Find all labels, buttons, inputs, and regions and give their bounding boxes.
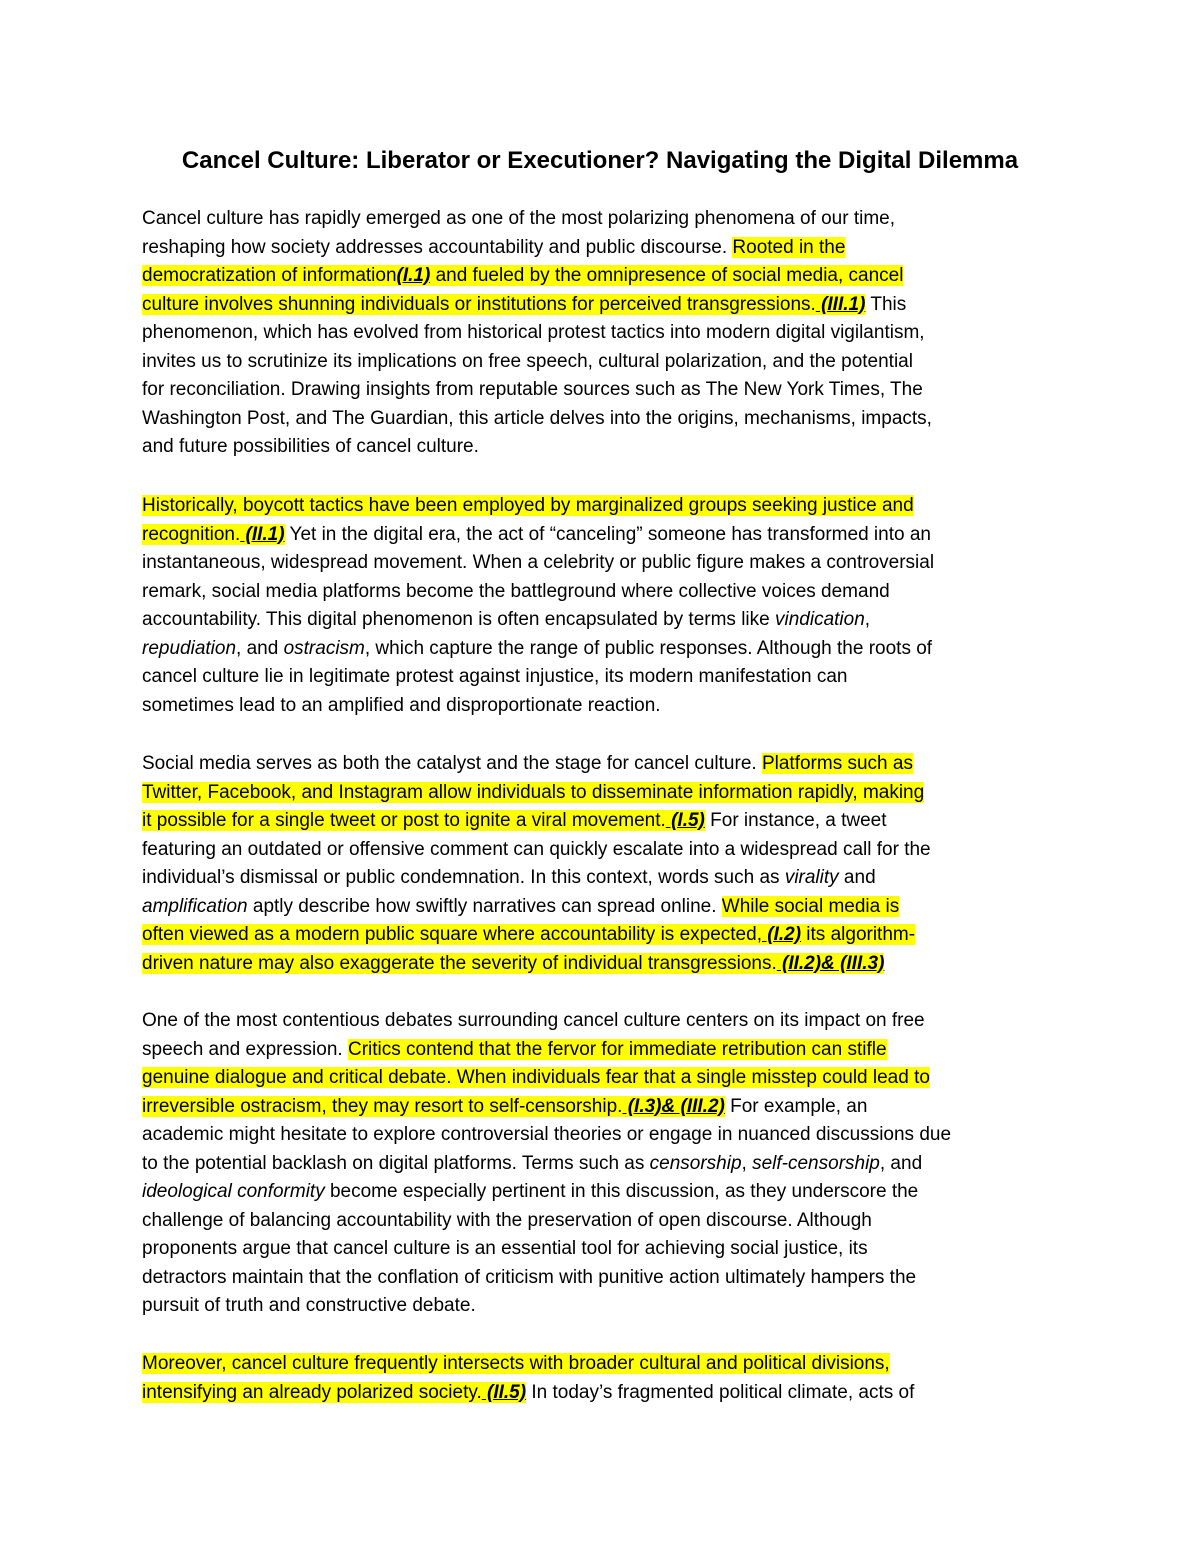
text-line <box>142 433 1072 462</box>
text-line <box>142 807 1072 836</box>
highlighted-text: recognition. <box>142 523 241 545</box>
highlighted-text: Twitter, Facebook, and Instagram allow individuals to disseminate information rapidly, making <box>142 781 925 803</box>
text-line <box>142 893 1072 922</box>
body-paragraph <box>142 205 1072 462</box>
document-title: Cancel Culture: Liberator or Executioner? Navigating the Digital Dilemma <box>181 147 1019 174</box>
text-line <box>142 750 1072 779</box>
highlighted-text: genuine dialogue and critical debate. When individuals fear that a single misstep could lead to <box>142 1067 930 1088</box>
text-run: instantaneous, widespread movement. When a celebrity or public figure makes a controversial <box>142 552 935 573</box>
text-run: challenge of balancing accountability with the preservation of open discourse. Although <box>142 1209 872 1231</box>
highlighted-text: often viewed as a modern public square where accountability is expected, <box>142 924 762 945</box>
highlighted-text: it possible for a single tweet or post to ignite a viral movement. <box>142 810 666 831</box>
text-line <box>142 1264 1072 1293</box>
text-run: sometimes lead to an amplified and disproportionate reaction. <box>142 694 661 716</box>
text-line <box>142 1350 1072 1379</box>
italic-term: virality <box>784 867 839 888</box>
text-run: reshaping how society addresses accountability and public discourse. <box>142 236 733 258</box>
text-run: accountability. This digital phenomenon is often encapsulated by terms like <box>142 609 775 630</box>
highlighted-text: driven nature may also exaggerate the severity of individual transgressions. <box>142 952 777 974</box>
text-line <box>142 1150 1072 1179</box>
text-run: For example, an <box>724 1095 868 1117</box>
text-line <box>142 663 1072 692</box>
text-run: Yet in the digital era, the act of “canceling” someone has transformed into an <box>284 523 931 545</box>
text-run: invites us to scrutinize its implications on free speech, cultural polarization, and the potential <box>142 350 913 372</box>
highlighted-text: Critics contend that the fervor for immediate retribution can stifle <box>347 1038 887 1060</box>
text-line <box>142 348 1072 377</box>
text-line <box>142 521 1072 550</box>
text-line <box>142 921 1072 950</box>
text-run: individual’s dismissal or public condemnation. In this context, words such as <box>142 867 785 888</box>
italic-term: amplification <box>142 895 248 917</box>
text-run: phenomenon, which has evolved from historical protest tactics into modern digital vigilantism, <box>142 322 925 343</box>
text-line <box>142 1093 1072 1122</box>
highlighted-text: culture involves shunning individuals or institutions for perceived transgressions. <box>142 293 816 315</box>
citation-reference: (I.1) <box>396 265 431 286</box>
highlighted-text: Rooted in the <box>732 236 846 258</box>
text-line <box>142 291 1072 320</box>
highlighted-text: Historically, boycott tactics have been employed by marginalized groups seeking justice and <box>142 495 914 516</box>
text-run: to the potential backlash on digital platforms. Terms such as <box>142 1152 650 1174</box>
text-run: , and <box>236 637 284 659</box>
text-line <box>142 1379 1072 1408</box>
highlighted-text: democratization of information <box>142 265 397 286</box>
italic-term: vindication <box>775 609 865 630</box>
text-run: For instance, a tweet <box>704 810 887 831</box>
highlighted-text: intensifying an already polarized society. <box>142 1381 482 1403</box>
text-run: , <box>864 609 871 630</box>
text-run: speech and expression. <box>142 1038 348 1060</box>
citation-reference: (II.1) <box>240 523 285 545</box>
body-paragraph <box>142 1007 1072 1321</box>
text-line <box>142 1235 1072 1264</box>
citation-reference: (I.3)& (III.2) <box>622 1095 725 1117</box>
text-line <box>142 1121 1072 1150</box>
highlighted-text: Platforms such as <box>761 753 913 774</box>
text-line <box>142 492 1072 521</box>
highlighted-text: irreversible ostracism, they may resort to self-censorship. <box>142 1095 623 1117</box>
citation-reference: (II.2)& (III.3) <box>776 952 885 974</box>
text-run: academic might hesitate to explore controversial theories or engage in nuanced discussions due <box>142 1124 952 1145</box>
citation-reference: (II.5) <box>481 1381 527 1403</box>
text-run: and future possibilities of cancel culture. <box>142 436 479 457</box>
italic-term: censorship <box>649 1152 742 1174</box>
italic-term: ideological conformity <box>142 1181 325 1202</box>
text-line <box>142 779 1072 808</box>
text-run: cancel culture lie in legitimate protest against injustice, its modern manifestation can <box>142 666 848 687</box>
text-line <box>142 405 1072 434</box>
text-line <box>142 1207 1072 1236</box>
text-line <box>142 262 1072 291</box>
citation-reference: (I.2) <box>761 924 802 945</box>
text-line <box>142 1007 1072 1036</box>
text-run: featuring an outdated or offensive comment can quickly escalate into a widespread call for the <box>142 838 931 860</box>
citation-reference: (I.5) <box>665 810 705 831</box>
text-run: for reconciliation. Drawing insights from reputable sources such as The New York Times, The <box>142 379 923 400</box>
text-run: proponents argue that cancel culture is an essential tool for achieving social justice, its <box>142 1238 868 1259</box>
text-line <box>142 950 1072 979</box>
highlighted-text: and fueled by the omnipresence of social media, cancel <box>430 265 904 286</box>
text-run: pursuit of truth and constructive debate. <box>142 1295 476 1316</box>
text-line <box>142 1178 1072 1207</box>
text-line <box>142 635 1072 664</box>
text-run: and <box>838 867 876 888</box>
text-run: Cancel culture has rapidly emerged as one of the most polarizing phenomena of our time, <box>142 208 896 229</box>
highlighted-text: While social media is <box>721 895 900 917</box>
text-line <box>142 1064 1072 1093</box>
body-paragraph <box>142 750 1072 978</box>
text-line <box>142 836 1072 865</box>
text-line <box>142 376 1072 405</box>
text-line <box>142 864 1072 893</box>
text-run: , which capture the range of public responses. Although the roots of <box>364 637 933 659</box>
text-run: remark, social media platforms become the battleground where collective voices demand <box>142 580 890 602</box>
body-paragraph <box>142 1350 1072 1407</box>
text-line <box>142 1036 1072 1065</box>
italic-term: ostracism <box>283 637 365 659</box>
text-run: In today’s fragmented political climate, acts of <box>526 1381 915 1403</box>
text-run: , <box>741 1152 753 1174</box>
text-line <box>142 234 1072 263</box>
text-run: Washington Post, and The Guardian, this article delves into the origins, mechanisms, impacts, <box>142 407 932 429</box>
text-line <box>142 549 1072 578</box>
italic-term: self-censorship <box>752 1152 880 1174</box>
text-line <box>142 692 1072 721</box>
text-run: detractors maintain that the conflation of criticism with punitive action ultimately hampers the <box>142 1266 917 1288</box>
text-line <box>142 606 1072 635</box>
citation-reference: (III.1) <box>815 293 866 315</box>
text-line <box>142 205 1072 234</box>
text-line <box>142 1292 1072 1321</box>
text-run: , and <box>879 1152 923 1174</box>
text-run: One of the most contentious debates surrounding cancel culture centers on its impact on free <box>142 1010 925 1031</box>
text-run: become especially pertinent in this discussion, as they underscore the <box>324 1181 919 1202</box>
text-line <box>142 319 1072 348</box>
body-paragraph <box>142 492 1072 720</box>
text-line <box>142 578 1072 607</box>
highlighted-text: its algorithm- <box>801 924 916 945</box>
italic-term: repudiation <box>142 637 237 659</box>
text-run: Social media serves as both the catalyst and the stage for cancel culture. <box>142 753 762 774</box>
text-run: aptly describe how swiftly narratives can spread online. <box>247 895 722 917</box>
highlighted-text: Moreover, cancel culture frequently intersects with broader cultural and political divisions, <box>142 1353 890 1374</box>
text-run: This <box>865 293 907 315</box>
